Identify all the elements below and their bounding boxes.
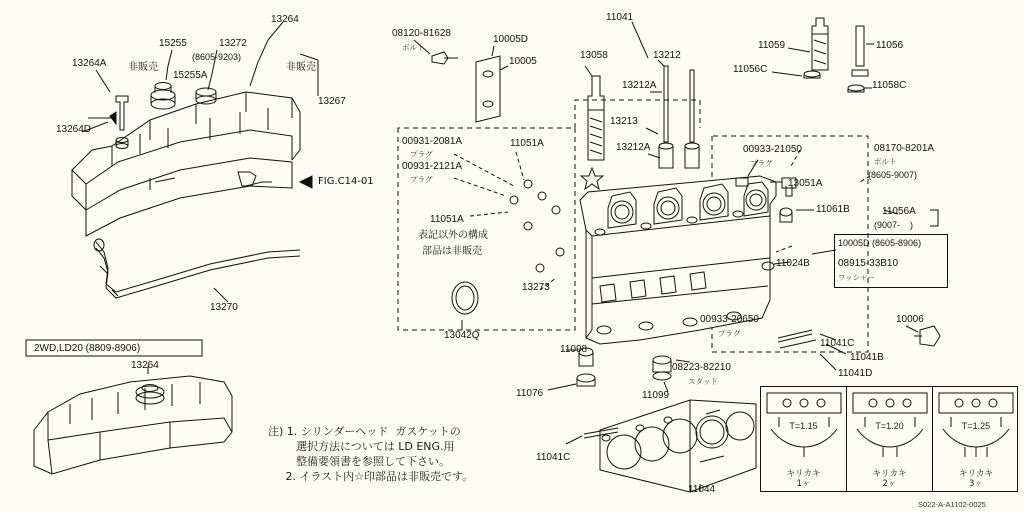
label-11041-main: 11041 — [606, 12, 634, 23]
label-10005D-range: 10005D (8605-8906) — [838, 238, 922, 248]
label-11061B: 11061B — [816, 204, 850, 215]
label-08170-8201A: 08170-8201A — [874, 143, 935, 154]
label-10005: 10005 — [509, 56, 537, 67]
label-10006: 10006 — [896, 314, 924, 325]
label-13267: 13267 — [318, 96, 346, 107]
label-11044: 11044 — [688, 484, 716, 495]
label-plug-jp-1: プラグ — [750, 159, 773, 168]
label-08915-33B10: 08915-33B10 — [838, 258, 899, 269]
label-00933-21050: 00933-21050 — [743, 144, 802, 155]
label-plug-jp-4: プラグ — [718, 329, 741, 338]
label-15255: 15255 — [159, 38, 187, 49]
label-13051A: 13051A — [788, 178, 823, 189]
label-11041B: 11041B — [850, 352, 884, 363]
label-13042Q: 13042Q — [444, 330, 480, 341]
label-11056: 11056 — [876, 40, 904, 51]
gasket-thickness-table — [760, 386, 1018, 492]
gasket-thickness-3: T=1.25 — [961, 421, 991, 431]
gasket-caption-2 — [847, 469, 932, 489]
label-00931-2121A: 00931-2121A — [402, 161, 463, 172]
gasket-jp-1: キリカキ — [786, 469, 821, 479]
gasket-count-3: 3ヶ — [969, 479, 983, 489]
gasket-jp-3: キリカキ — [959, 469, 993, 479]
label-13264-bottom: 13264 — [131, 360, 159, 371]
label-stud-jp: スタッド — [688, 377, 718, 386]
label-non-sale-right: 非販売 — [286, 62, 316, 73]
gasket-count-1: 1ヶ — [796, 479, 811, 489]
label-13264-top: 13264 — [271, 14, 299, 25]
label-13273: 13273 — [522, 282, 550, 293]
label-11099: 11099 — [642, 390, 670, 401]
gasket-caption-1 — [761, 469, 846, 489]
label-13264D: 13264D — [56, 124, 92, 135]
label-11056A: 11056A — [882, 206, 916, 217]
label-13272: 13272 — [219, 38, 247, 49]
label-plug-jp-3: プラグ — [410, 175, 433, 184]
gasket-thickness-1: T=1.15 — [789, 421, 818, 431]
label-13212A-lower: 13212A — [616, 142, 651, 153]
label-13213: 13213 — [610, 116, 638, 127]
label-11056C: 11056C — [733, 64, 768, 75]
label-washer-jp: ワッシャー — [838, 273, 875, 282]
label-11076: 11076 — [516, 388, 544, 399]
label-11051A-upper: 11051A — [510, 138, 544, 149]
sheet-code: S022-A-A1102-0025 — [918, 500, 986, 509]
label-08223-82210: 08223-82210 — [672, 362, 731, 373]
label-2wd-variant: 2WD,LD20 (8809-8906) — [34, 343, 141, 354]
label-11098: 11098 — [560, 344, 588, 355]
label-bolt-jp-2: ボルト — [874, 157, 897, 166]
label-11041C-right: 11041C — [820, 338, 855, 349]
label-08170-range: (8605-9007) — [868, 170, 918, 180]
gasket-thickness-2: T=1.20 — [875, 421, 904, 431]
label-00933-20650: 00933-20650 — [700, 314, 759, 325]
label-11058C: 11058C — [872, 80, 907, 91]
label-11059: 11059 — [758, 40, 786, 51]
label-13212: 13212 — [653, 50, 681, 61]
label-13272-range: (8605-9203) — [192, 52, 242, 62]
label-13270: 13270 — [210, 302, 238, 313]
gasket-col-3 — [933, 387, 1019, 491]
label-10005D-top: 10005D — [493, 34, 529, 45]
gasket-count-2: 2ヶ — [882, 479, 897, 489]
label-non-listed-note-2: 部品は非販売 — [422, 246, 482, 257]
label-13212A-upper: 13212A — [622, 80, 657, 91]
label-bolt-jp-1: ボルト — [402, 43, 425, 52]
label-15255A: 15255A — [173, 70, 208, 81]
label-plug-jp-2: プラグ — [410, 150, 433, 159]
gasket-col-1 — [761, 387, 847, 491]
label-11024B: 11024B — [776, 258, 810, 269]
gasket-jp-2: キリカキ — [872, 469, 907, 479]
gasket-caption-3 — [933, 469, 1019, 489]
label-11041C-bottom: 11041C — [536, 452, 571, 463]
label-11051A-lower: 11051A — [430, 214, 464, 225]
label-08120-81628: 08120-81628 — [392, 28, 451, 39]
label-11056A-range: (9007- ) — [874, 220, 914, 230]
label-00931-2081A: 00931-2081A — [402, 136, 463, 147]
label-13264A: 13264A — [72, 58, 107, 69]
label-11041D: 11041D — [838, 368, 873, 379]
label-fig-ref[interactable]: FIG.C14-01 — [318, 176, 374, 187]
label-non-sale-left: 非販売 — [128, 62, 158, 73]
gasket-col-2 — [847, 387, 933, 491]
footnote-block: 注) 1. シリンダーヘッド ガスケットの 選択方法については LD ENG.用 整備要領書を参照して下さい。 2. イラスト内☆印部品は非販売です。 — [268, 425, 474, 483]
label-13058: 13058 — [580, 50, 608, 61]
label-non-listed-note-1: 表記以外の構成 — [418, 230, 488, 241]
box-10005D-group — [834, 234, 948, 288]
